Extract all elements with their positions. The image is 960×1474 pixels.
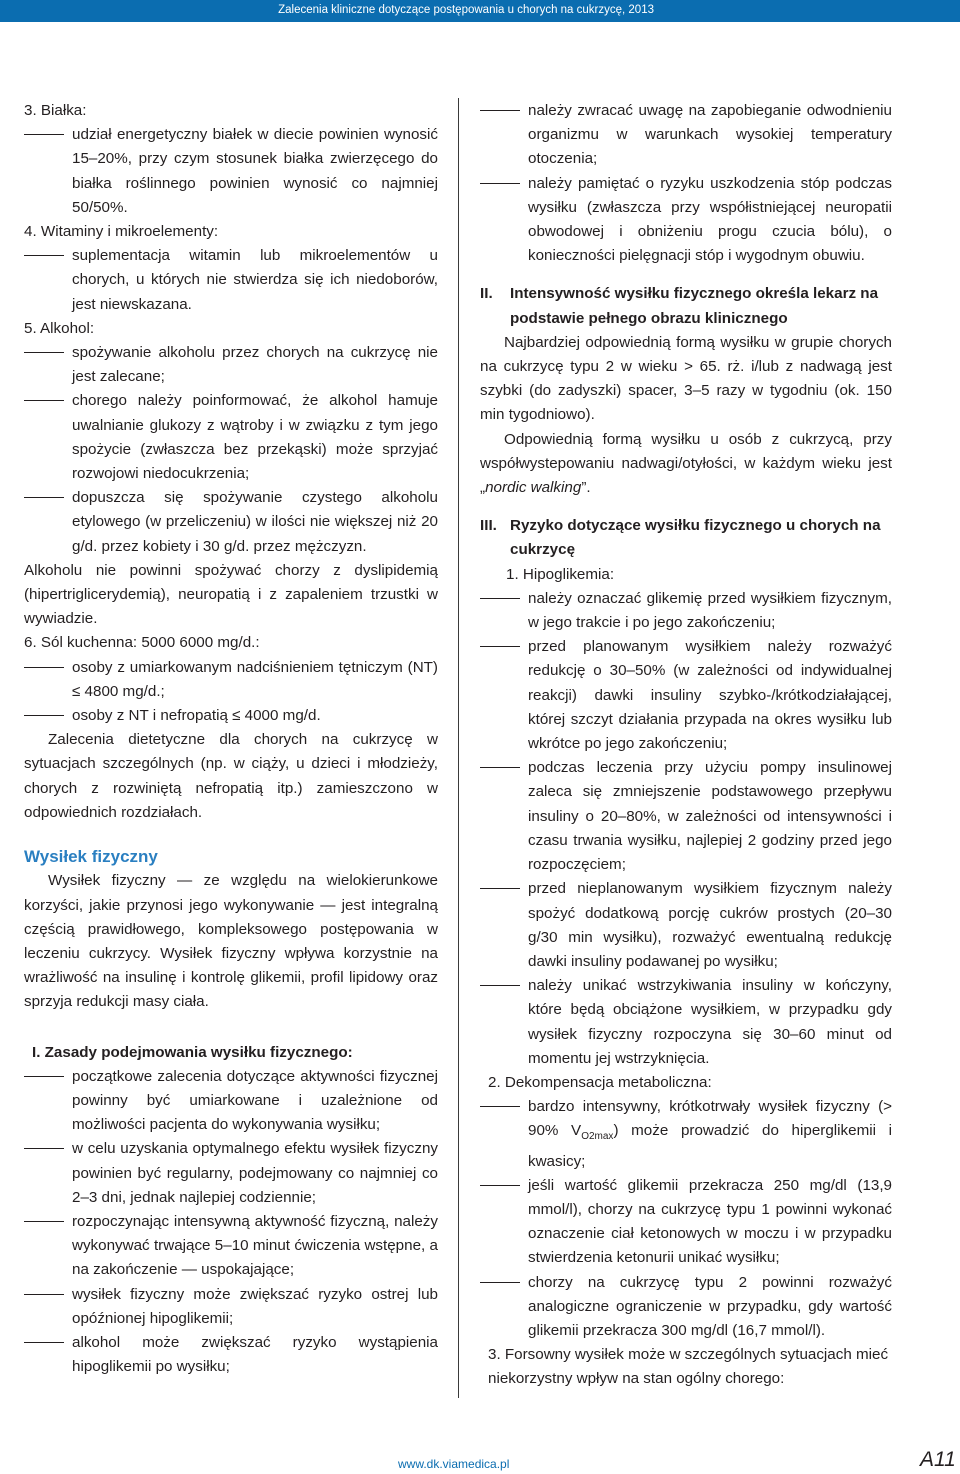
list-item bbox=[480, 756, 892, 877]
header-bar bbox=[0, 0, 960, 22]
dash-icon bbox=[480, 598, 520, 599]
list-item bbox=[24, 341, 438, 389]
list-item-text: alkohol może zwiększać ryzyko wystąpienia hipoglikemii po wysiłku; bbox=[72, 1333, 438, 1376]
subsection-III-title bbox=[480, 514, 892, 562]
dash-icon bbox=[24, 1221, 64, 1222]
list-item bbox=[480, 99, 892, 172]
text-run: bardzo intensywny, krótkotrwały wysiłek fizyczny (> 90% V bbox=[528, 1098, 892, 1140]
diet-paragraph: Zalecenia dietetyczne dla chorych na cukrzycę w sytuacjach szczególnych (np. w ciąży, u dzieci i młodzieży, chorych z rozwiniętą nefropatią itp.) zamieszczono w odpowiednich rozdziałach. bbox=[24, 731, 438, 821]
subsection-title-text: Intensywność wysiłku fizycznego określa lekarz na podstawie pełnego obrazu klinicznego bbox=[510, 285, 879, 327]
list-item bbox=[24, 1137, 438, 1210]
dash-icon bbox=[480, 183, 520, 184]
forced-effort-heading: 3. Forsowny wysiłek może w szczególnych sytuacjach mieć niekorzystny wpływ na stan ogólny chorego: bbox=[488, 1346, 889, 1388]
text-run: Odpowiednią formą wysiłku u osób z cukrzycą, przy współwystepowaniu nadwagi/otyłości, w każdym wieku jest „ bbox=[480, 430, 892, 497]
item-6-heading: 6. Sól kuchenna: 5000 6000 mg/d.: bbox=[24, 634, 260, 652]
left-column bbox=[24, 99, 438, 1379]
list-item bbox=[480, 587, 892, 635]
list-item bbox=[24, 1283, 438, 1331]
list-item-text: chorzy na cukrzycę typu 2 powinni rozważyć analogiczne ograniczenie w przypadku, gdy wartość glikemii przekracza 300 mg/dl (16,7 mmol/l). bbox=[528, 1273, 892, 1339]
list-item-text: początkowe zalecenia dotyczące aktywności fizycznej powinny być umiarkowane i uzależnione od możliwości pacjenta do wykonywania wysiłku; bbox=[72, 1067, 438, 1134]
column-divider bbox=[458, 98, 459, 1398]
list-item-text: osoby z umiarkowanym nadciśnieniem tętniczym (NT) ≤ 4800 mg/d.; bbox=[72, 658, 438, 700]
list-item bbox=[480, 1095, 892, 1174]
list-item-text: w celu uzyskania optymalnego efektu wysiłek fizyczny powinien być regularny, podejmowany co najmniej co 2–3 dni, jednak najlepiej codziennie; bbox=[72, 1140, 438, 1206]
list-item-text: należy unikać wstrzykiwania insuliny w kończyny, które będą obciążone wysiłkiem, w przypadku gdy wysiłek fizyczny rozpoczyna się 30–60 minut od momentu jej wstrzyknięcia. bbox=[528, 977, 892, 1067]
list-item-text: należy pamiętać o ryzyku uszkodzenia stóp podczas wysiłku (zwłaszcza przy współistniejącej neuropatii obwodowej i obniżeniu progu czucia bólu), o konieczności pielęgnacji stóp i wygodnym obuwiu. bbox=[528, 174, 892, 265]
page-number: A11 bbox=[920, 1448, 956, 1471]
dash-icon bbox=[24, 1076, 64, 1077]
list-item bbox=[480, 877, 892, 974]
dash-icon bbox=[24, 134, 64, 135]
dash-icon bbox=[480, 1282, 520, 1283]
II-paragraph-1: Najbardziej odpowiednią formą wysiłku w grupie chorych na cukrzycę typu 2 w wieku > 65. rż. i/lub z nadwagą jest szybki (do zadyszki) spacer, 3–5 razy w tygodniu (ok. 150 min tygodniowo). bbox=[480, 333, 892, 424]
dash-icon bbox=[24, 400, 64, 401]
item-5-heading: 5. Alkohol: bbox=[24, 319, 95, 337]
dash-icon bbox=[24, 497, 64, 498]
list-item-text: rozpoczynając intensywną aktywność fizyczną, należy wykonywać trwające 5–10 minut ćwiczenia wstępne, a na zakończenie — uspokajające; bbox=[72, 1212, 438, 1279]
dash-icon bbox=[24, 1148, 64, 1149]
text-run: ) może prowadzić do hiperglikemii i kwasicy; bbox=[528, 1122, 893, 1170]
list-item bbox=[24, 486, 438, 559]
dash-icon bbox=[480, 888, 520, 889]
dash-icon bbox=[480, 1185, 520, 1186]
list-item-text: udział energetyczny białek w diecie powinien wynosić 15–20%, przy czym stosunek białka zwierzęcego do białka roślinnego powinien wynosić co najmniej 50/50%. bbox=[72, 126, 438, 216]
list-item-text: należy oznaczać glikemię przed wysiłkiem fizycznym, w jego trakcie i po jego zakończeniu; bbox=[528, 589, 892, 632]
dash-icon bbox=[24, 1342, 64, 1343]
list-item bbox=[24, 244, 438, 317]
list-item bbox=[480, 1271, 892, 1344]
list-item-text: spożywanie alkoholu przez chorych na cukrzycę nie jest zalecane; bbox=[72, 344, 438, 386]
italic-term: nordic walking bbox=[485, 479, 582, 497]
text-run: ”. bbox=[581, 479, 591, 497]
list-item-text: suplementacja witamin lub mikroelementów u chorych, u których nie stwierdza się ich niedoborów, jest niewskazana. bbox=[72, 247, 438, 313]
list-item bbox=[24, 1210, 438, 1283]
running-title: Zalecenia kliniczne dotyczące postępowania u chorych na cukrzycę, 2013 bbox=[278, 4, 654, 16]
II-paragraph-2 bbox=[480, 428, 892, 501]
list-item-text: dopuszcza się spożywanie czystego alkoholu etylowego (w przeliczeniu) w ilości nie większej niż 20 g/d. przez kobiety i 30 g/d. przez mężczyzn. bbox=[72, 489, 438, 555]
dash-icon bbox=[24, 667, 64, 668]
list-item-text: podczas leczenia przy użyciu pompy insulinowej zaleca się zmniejszenie podstawowego przepływu insuliny o 20–80%, w zależności od intensywności i czasu trwania wysiłku, najlepiej 2 godziny przed jego rozpoczęciem; bbox=[528, 759, 892, 874]
dash-icon bbox=[24, 1294, 64, 1295]
list-item-text: przed nieplanowanym wysiłkiem fizycznym należy spożyć dodatkową porcję cukrów prostych (20–30 g/30 min wysiłku), rozważyć ewentualną redukcję dawki insuliny podawanej po wysiłku; bbox=[528, 880, 892, 970]
subscript: O2max bbox=[581, 1131, 614, 1143]
list-item bbox=[24, 704, 438, 728]
subsection-II-title bbox=[480, 282, 892, 330]
list-item-text: jeśli wartość glikemii przekracza 250 mg/dl (13,9 mmol/l), chorzy na cukrzycę typu 1 powinni wykonać oznaczenie ciał ketonowych w moczu i w przypadku stwierdzenia ketonurii unikać wysiłku; bbox=[528, 1176, 892, 1267]
alcohol-paragraph: Alkoholu nie powinni spożywać chorzy z dyslipidemią (hipertriglicerydemią), neuropatią i z zapaleniem trzustki w wywiadzie. bbox=[24, 561, 438, 628]
list-item-text: chorego należy poinformować, że alkohol hamuje uwalnianie glukozy z wątroby i w związku z tym jego spożycie (zwłaszcza bez przekąski) może sprzyjać rozwojowi niedocukrzenia; bbox=[72, 392, 438, 483]
dash-icon bbox=[480, 646, 520, 647]
footer-url-link[interactable]: www.dk.viamedica.pl bbox=[398, 1457, 510, 1471]
list-item bbox=[480, 172, 892, 269]
list-item bbox=[24, 656, 438, 704]
dash-icon bbox=[24, 352, 64, 353]
right-column bbox=[480, 99, 892, 1392]
list-item-text: należy zwracać uwagę na zapobieganie odwodnieniu organizmu w warunkach wysokiej temperatury otoczenia; bbox=[528, 102, 892, 168]
section-title: Wysiłek fizyczny bbox=[24, 847, 158, 867]
decompensation-heading: 2. Dekompensacja metaboliczna: bbox=[488, 1073, 712, 1091]
dash-icon bbox=[480, 985, 520, 986]
dash-icon bbox=[24, 255, 64, 256]
list-item-text: wysiłek fizyczny może zwiększać ryzyko ostrej lub opóźnionej hipoglikemii; bbox=[72, 1285, 438, 1327]
list-item bbox=[24, 389, 438, 486]
list-item bbox=[24, 1331, 438, 1379]
subsection-number: III. bbox=[480, 517, 497, 535]
subsection-title-text: Ryzyko dotyczące wysiłku fizycznego u chorych na cukrzycę bbox=[510, 517, 881, 559]
list-item bbox=[24, 123, 438, 220]
subsection-number: II. bbox=[480, 285, 493, 303]
dash-icon bbox=[480, 110, 520, 111]
list-item bbox=[480, 1174, 892, 1271]
list-item-text: osoby z NT i nefropatią ≤ 4000 mg/d. bbox=[72, 707, 321, 725]
list-item bbox=[480, 635, 892, 756]
hypoglycemia-heading: 1. Hipoglikemia: bbox=[506, 565, 615, 583]
item-4-heading: 4. Witaminy i mikroelementy: bbox=[24, 223, 219, 241]
list-item bbox=[480, 974, 892, 1071]
item-3-heading: 3. Białka: bbox=[24, 102, 87, 119]
list-item-text: przed planowanym wysiłkiem należy rozważyć redukcję o 30–50% (w zależności od indywidualnej reakcji) dawki insuliny szybko-/krótkodziałającej, której szczyt działania przypada na okres wysiłku lub wkrótce po jego zakończeniu; bbox=[528, 638, 892, 753]
section-paragraph: Wysiłek fizyczny — ze względu na wielokierunkowe korzyści, jakie przynosi jego wykonywanie — jest integralną częścią prawidłowego, kompleksowego postępowania w leczeniu cukrzycy. Wysiłek fizyczny wpływa korzystnie na wrażliwość na insulinę i kontrolę glikemii, profil lipidowy oraz sprzyja redukcji masy ciała. bbox=[24, 872, 438, 1011]
dash-icon bbox=[480, 767, 520, 768]
list-item bbox=[24, 1065, 438, 1138]
dash-icon bbox=[480, 1106, 520, 1107]
subsection-I-title: I. Zasady podejmowania wysiłku fizycznego: bbox=[32, 1043, 353, 1061]
dash-icon bbox=[24, 715, 64, 716]
